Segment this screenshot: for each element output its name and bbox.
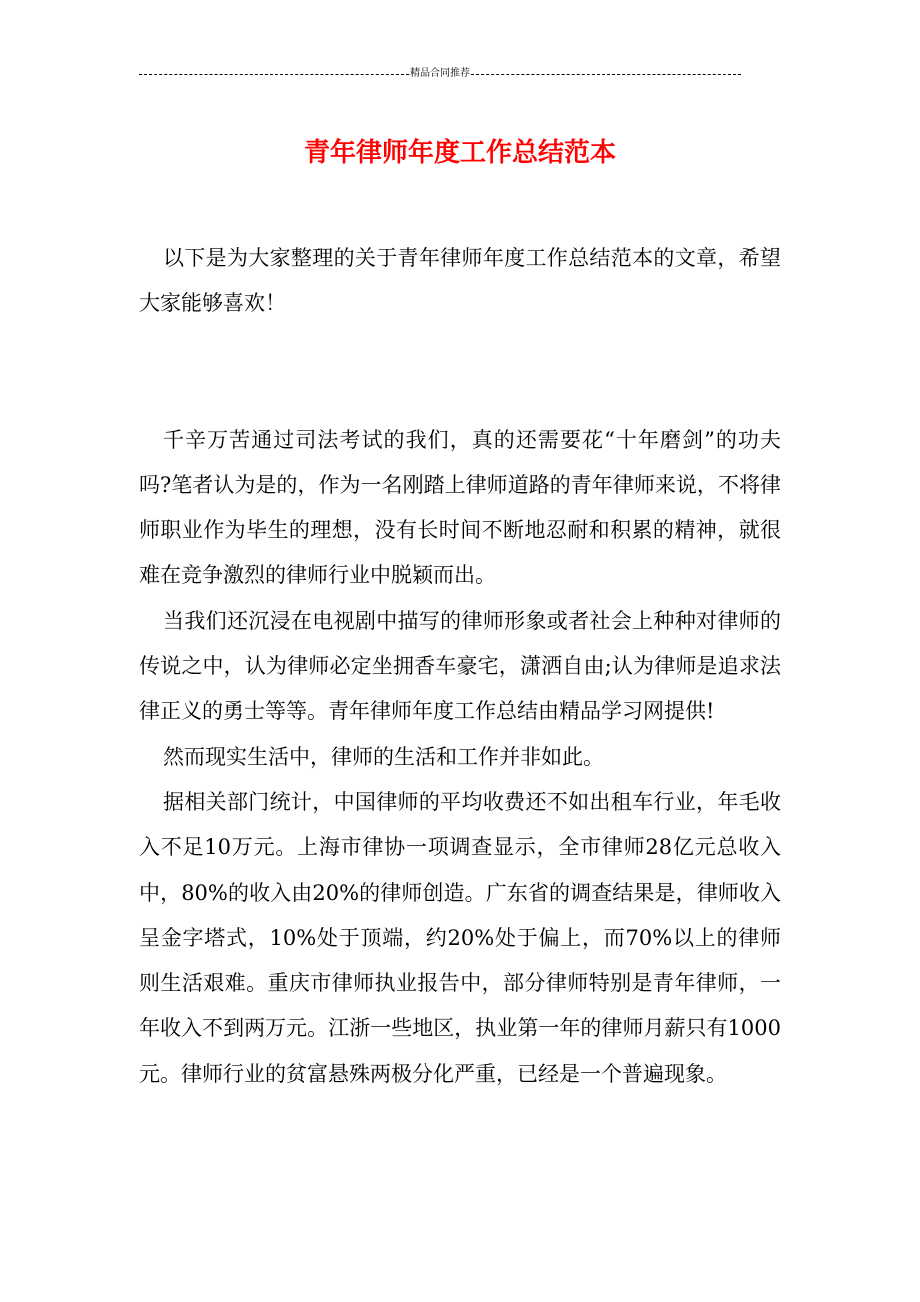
header-dash-left [139,74,409,75]
article-body [139,236,781,1097]
header-label: 精品合同推荐 [410,68,470,79]
header-dash-right [471,74,741,75]
page-title: 青年律师年度工作总结范本 [303,138,616,169]
header-divider [139,66,741,82]
body-paragraph: 据相关部门统计，中国律师的平均收费还不如出租车行业，年毛收入不足10万元。上海市律协一项调查显示，全市律师28亿元总收入中，80%的收入由20%的律师创造。广东省的调查结果是，律师收入呈金字塔式，10%处于顶端，约20%处于偏上，而70%以上的律师则生活艰难。重庆市律师执业报告中，部分律师特别是青年律师，一年收入不到两万元。江浙一些地区，执业第一年的律师月薪只有1000元。律师行业的贫富悬殊两极分化严重，已经是一个普遍现象。 [139,789,781,1086]
body-paragraph: 当我们还沉浸在电视剧中描写的律师形象或者社会上种种对律师的传说之中，认为律师必定坐拥香车豪宅，潇洒自由;认为律师是追求法律正义的勇士等等。青年律师年度工作总结由精品学习网提供! [139,608,781,724]
body-paragraph: 千辛万苦通过司法考试的我们，真的还需要花“十年磨剑”的功夫吗?笔者认为是的，作为一名刚踏上律师道路的青年律师来说，不将律师职业作为毕生的理想，没有长时间不断地忍耐和积累的精神，就很难在竞争激烈的律师行业中脱颖而出。 [139,427,781,588]
intro-paragraph: 以下是为大家整理的关于青年律师年度工作总结范本的文章，希望大家能够喜欢！ [139,246,781,316]
body-paragraph: 然而现实生活中，律师的生活和工作并非如此。 [163,744,604,769]
